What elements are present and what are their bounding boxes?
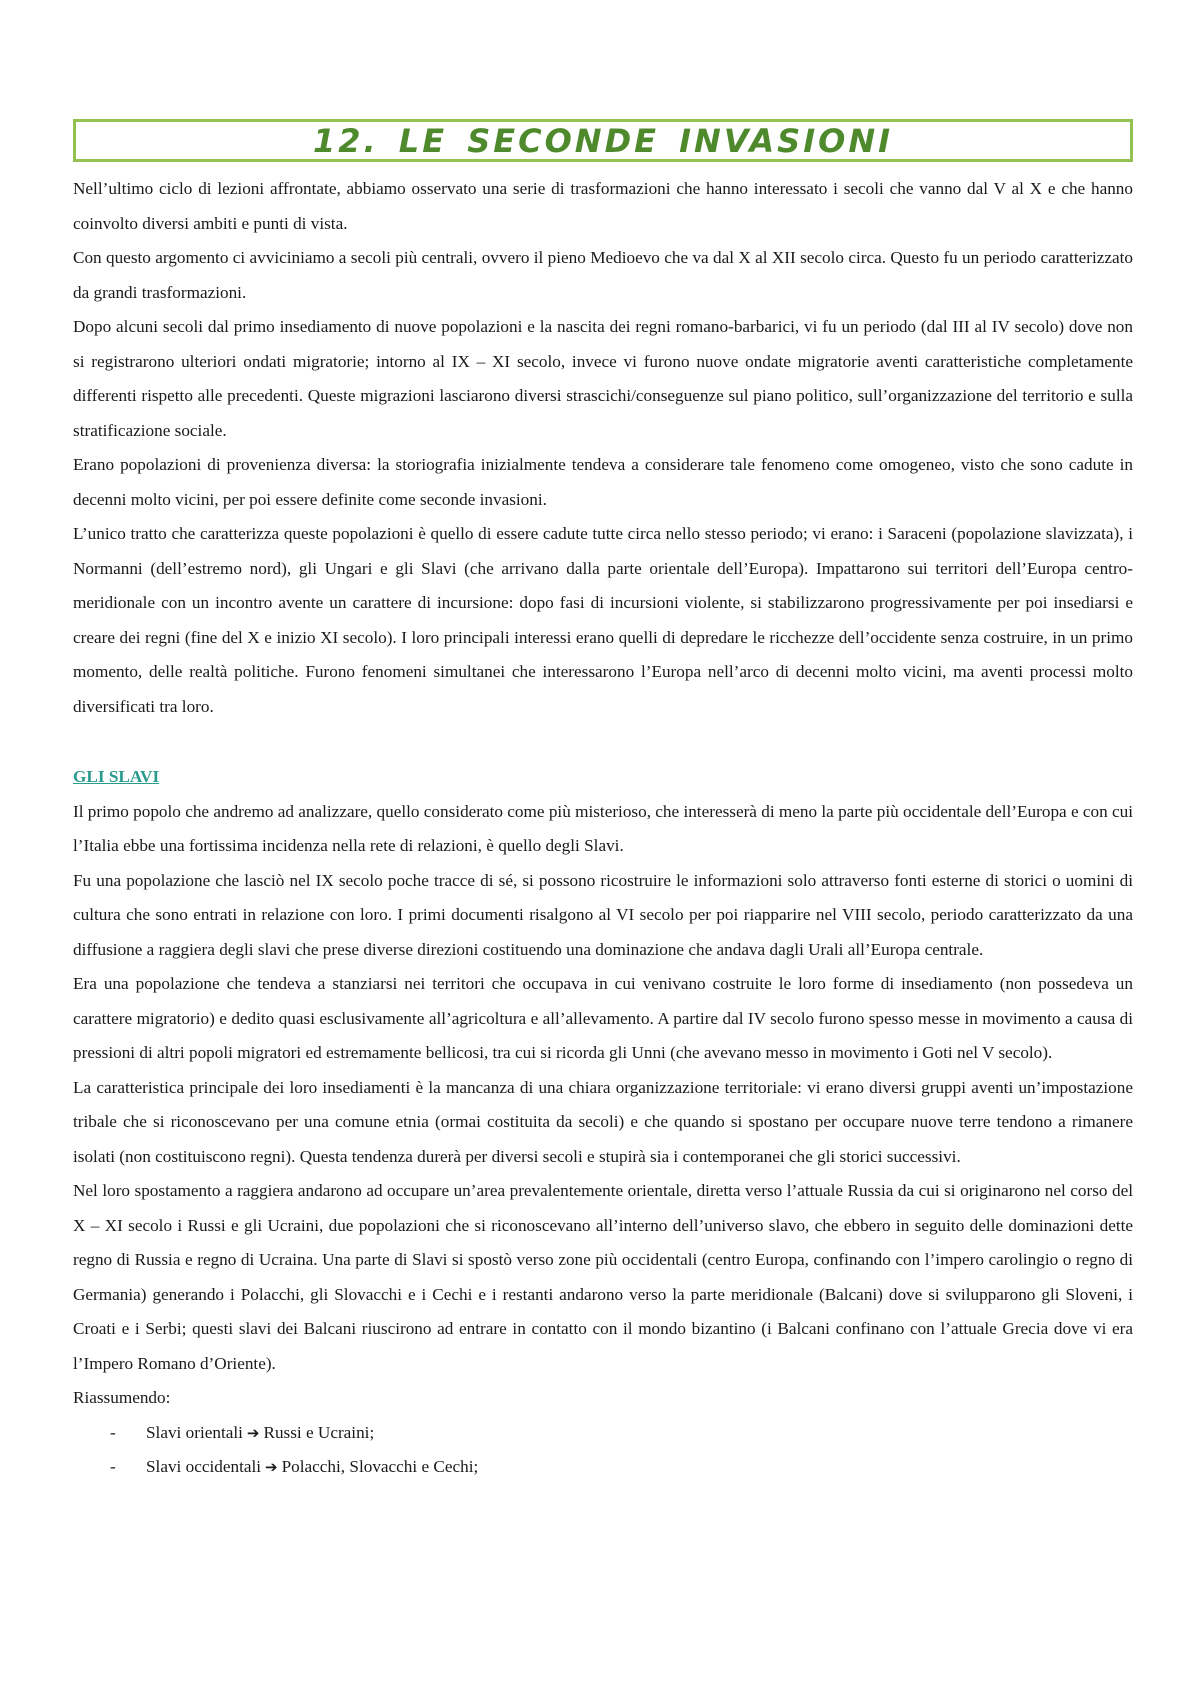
paragraph: Dopo alcuni secoli dal primo insediamento di nuove popolazioni e la nascita dei regni romano-barbarici, vi fu un periodo (dal III al IV secolo) dove non si registrarono ulteriori ondati migratorie; intorno al IX – XI secolo, invece vi furono nuove ondate migratorie aventi caratteristiche completamente differenti rispetto alle precedenti. Queste migrazioni lasciarono diversi strascichi/conseguenze sul piano politico, sull’organizzazione del territorio e sulla stratificazione sociale. <box>73 317 1133 440</box>
list-bullet: - <box>110 1457 116 1476</box>
list-item <box>73 1416 1133 1451</box>
section-heading: GLI SLAVI <box>73 767 160 786</box>
paragraph: Riassumendo: <box>73 1388 171 1407</box>
paragraph: L’unico tratto che caratterizza queste popolazioni è quello di essere cadute tutte circa nello stesso periodo; vi erano: i Saraceni (popolazione slavizzata), i Normanni (dell’estremo nord), gli Ungari e gli Slavi (che arrivano dalla parte orientale dell’Europa). Impattarono sui territori dell’Europa centro-meridionale con un incontro avente un carattere di incursione: dopo fasi di incursioni violente, si stabilizzarono progressivamente per poi insediarsi e creare dei regni (fine del X e inizio XI secolo). I loro principali interessi erano quelli di depredare le ricchezze dell’occidente senza costruire, in un primo momento, delle realtà politiche. Furono fenomeni simultanei che interessarono l’Europa nell’arco di decenni molto vicini, ma aventi processi molto diversificati tra loro. <box>73 524 1133 716</box>
list-item-left: Slavi occidentali <box>146 1457 262 1476</box>
list-item <box>73 1450 1133 1485</box>
title-box <box>73 119 1133 162</box>
paragraph: La caratteristica principale dei loro insediamenti è la mancanza di una chiara organizzazione territoriale: vi erano diversi gruppi aventi un’impostazione tribale che si riconoscevano per una comune etnia (ormai costituita da secoli) e che quando si spostano per occupare nuove terre tendono a rimanere isolati (non costituiscono regni). Questa tendenza durerà per diversi secoli e stupirà sia i contemporanei che gli storici successivi. <box>73 1077 1133 1166</box>
paragraph: Il primo popolo che andremo ad analizzare, quello considerato come più misterioso, che interesserà di meno la parte più occidentale dell’Europa e con cui l’Italia ebbe una fortissima incidenza nella rete di relazioni, è quello degli Slavi. <box>73 801 1133 855</box>
intro-section <box>73 172 1133 724</box>
list-item-left: Slavi orientali <box>146 1422 243 1442</box>
paragraph: Erano popolazioni di provenienza diversa: la storiografia inizialmente tendeva a considerare tale fenomeno come omogeneo, visto che sono cadute in decenni molto vicini, per poi essere definite come seconde invasioni. <box>73 455 1133 509</box>
paragraph: Nell’ultimo ciclo di lezioni affrontate, abbiamo osservato una serie di trasformazioni che hanno interessato i secoli che vanno dal V al X e che hanno coinvolto diversi ambiti e punti di vista. <box>73 179 1133 233</box>
page-title: 12. LE SECONDE INVASIONI <box>312 121 894 160</box>
slavi-section <box>73 795 1133 1485</box>
arrow-right-icon: ➔ <box>265 1458 278 1476</box>
paragraph: Nel loro spostamento a raggiera andarono ad occupare un’area prevalentemente orientale, diretta verso l’attuale Russia da cui si originarono nel corso del X – XI secolo i Russi e gli Ucraini, due popolazioni che si riconoscevano all’interno dell’universo slavo, che ebbero in seguito delle dominazioni dette regno di Russia e regno di Ucraina. Una parte di Slavi si spostò verso zone più occidentali (centro Europa, confinando con l’impero carolingio o regno di Germania) generando i Polacchi, gli Slovacchi e i Cechi e i restanti andarono verso la parte meridionale (Balcani) dove si svilupparono gli Sloveni, i Croati e i Serbi; questi slavi dei Balcani riuscirono ad entrare in contatto con il mondo bizantino (i Balcani confinano con l’attuale Grecia dove vi era l’Impero Romano d’Oriente). <box>73 1181 1133 1373</box>
list-bullet: - <box>110 1422 116 1442</box>
arrow-right-icon: ➔ <box>246 1423 260 1442</box>
summary-list <box>73 1416 1133 1485</box>
list-item-right: Russi e Ucraini; <box>263 1422 375 1442</box>
paragraph: Fu una popolazione che lasciò nel IX secolo poche tracce di sé, si possono ricostruire le informazioni solo attraverso fonti esterne di storici o uomini di cultura che sono entrati in relazione con loro. I primi documenti risalgono al VI secolo per poi riapparire nel VIII secolo, periodo caratterizzato da una diffusione a raggiera degli slavi che prese diverse direzioni costituendo una dominazione che andava dagli Urali all’Europa centrale. <box>73 870 1133 959</box>
list-item-right: Polacchi, Slovacchi e Cechi; <box>281 1457 479 1476</box>
document-page <box>73 119 1133 1485</box>
paragraph: Era una popolazione che tendeva a stanziarsi nei territori che occupava in cui venivano costruite le loro forme di insediamento (non possedeva un carattere migratorio) e dedito quasi esclusivamente all’agricoltura e all’allevamento. A partire dal IV secolo furono spesso messe in movimento a causa di pressioni di altri popoli migratori ed estremamente bellicosi, tra cui si ricorda gli Unni (che avevano messo in movimento i Goti nel V secolo). <box>73 974 1133 1062</box>
paragraph: Con questo argomento ci avviciniamo a secoli più centrali, ovvero il pieno Medioevo che va dal X al XII secolo circa. Questo fu un periodo caratterizzato da grandi trasformazioni. <box>73 248 1133 302</box>
